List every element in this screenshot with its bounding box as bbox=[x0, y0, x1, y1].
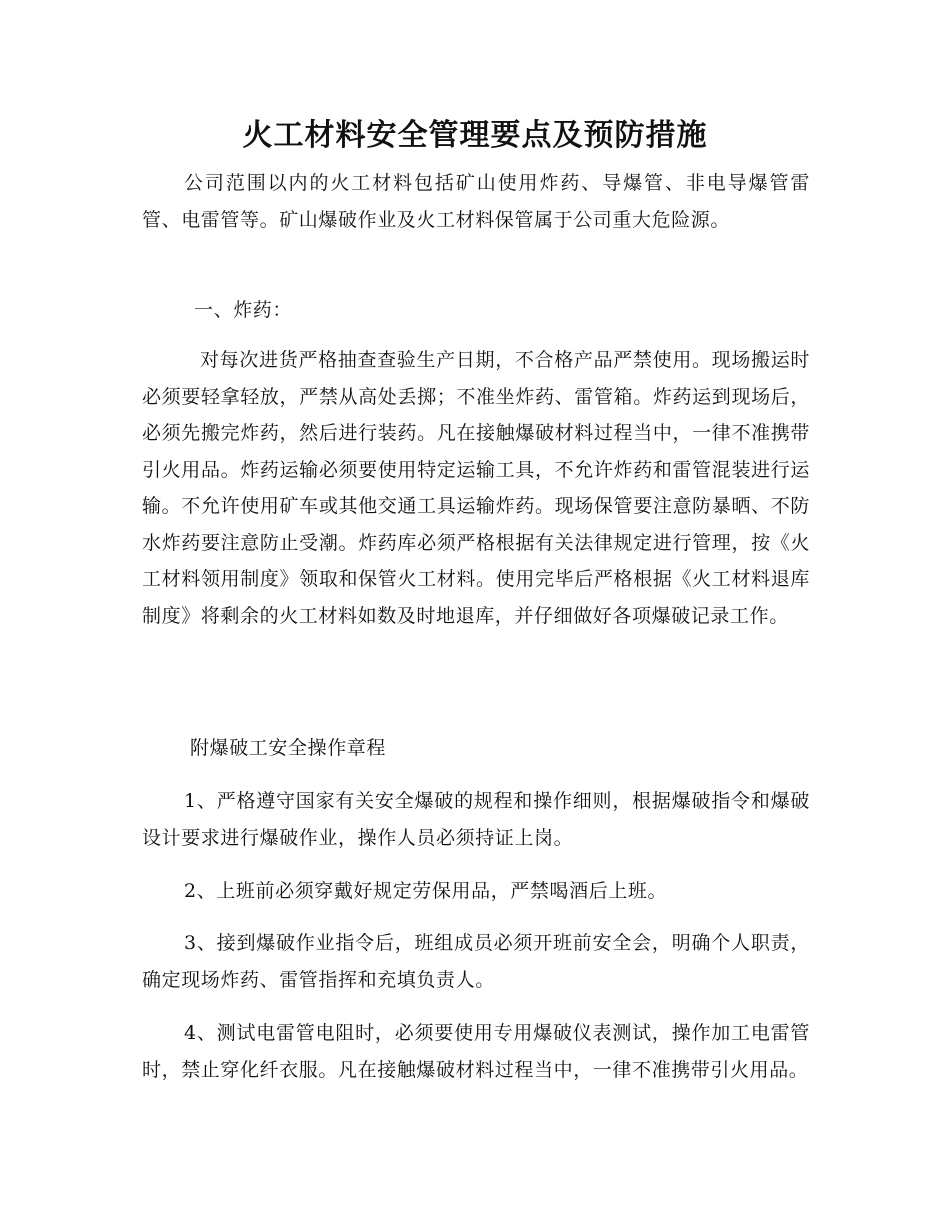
rule-item-4: 4、测试电雷管电阻时，必须要使用专用爆破仪表测试，操作加工电雷管时，禁止穿化纤衣服。凡在接触爆破材料过程当中，一律不准携带引火用品。 bbox=[142, 1022, 810, 1081]
document-title: 火工材料安全管理要点及预防措施 bbox=[242, 118, 708, 153]
section-heading-explosives: 一、炸药： bbox=[194, 299, 293, 321]
rule-item-1: 1、严格遵守国家有关安全爆破的规程和操作细则，根据爆破指令和爆破设计要求进行爆破作业，操作人员必须持证上岗。 bbox=[142, 790, 810, 849]
intro-paragraph: 公司范围以内的火工材料包括矿山使用炸药、导爆管、非电导爆管雷管、电雷管等。矿山爆破作业及火工材料保管属于公司重大危险源。 bbox=[142, 172, 810, 231]
appendix-heading: 附爆破工安全操作章程 bbox=[190, 737, 387, 759]
rule-item-2: 2、上班前必须穿戴好规定劳保用品，严禁喝酒后上班。 bbox=[184, 880, 668, 902]
rule-item-3: 3、接到爆破作业指令后，班组成员必须开班前安全会，明确个人职责，确定现场炸药、雷管指挥和充填负责人。 bbox=[142, 932, 810, 991]
explosives-paragraph: 对每次进货严格抽查查验生产日期，不合格产品严禁使用。现场搬运时必须要轻拿轻放，严禁从高处丢掷；不准坐炸药、雷管箱。炸药运到现场后，必须先搬完炸药，然后进行装药。凡在接触爆破材料过程当中，一律不准携带引火用品。炸药运输必须要使用特定运输工具，不允许炸药和雷管混装进行运输。不允许使用矿车或其他交通工具运输炸药。现场保管要注意防暴晒、不防水炸药要注意防止受潮。炸药库必须严格根据有关法律规定进行管理，按《火工材料领用制度》领取和保管火工材料。使用完毕后严格根据《火工材料退库制度》将剩余的火工材料如数及时地退库，并仔细做好各项爆破记录工作。 bbox=[142, 349, 810, 627]
